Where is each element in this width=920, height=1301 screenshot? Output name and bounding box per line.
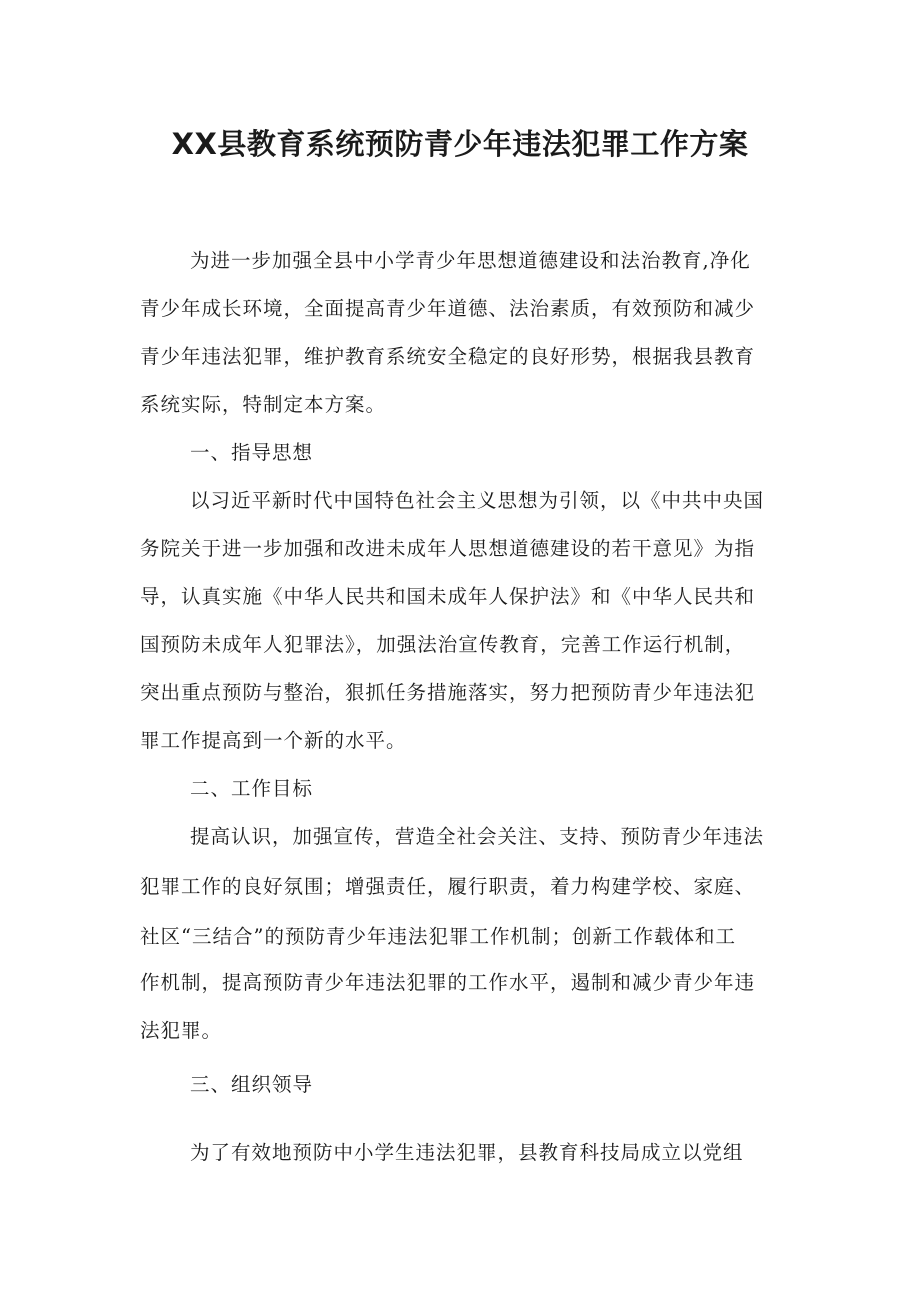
paragraph-line: 提高认识，加强宣传，营造全社会关注、支持、预防青少年违法 xyxy=(190,825,765,848)
paragraph-line: 为了有效地预防中小学生违法犯罪，县教育科技局成立以党组 xyxy=(190,1141,744,1164)
paragraph-line: 为进一步加强全县中小学青少年思想道德建设和法治教育,净化 xyxy=(190,249,751,272)
paragraph-line: 罪工作提高到一个新的水平。 xyxy=(140,729,407,752)
paragraph-line: 青少年成长环境，全面提高青少年道德、法治素质，有效预防和减少 xyxy=(140,297,756,320)
paragraph-line: 法犯罪。 xyxy=(140,1019,223,1042)
paragraph-line: 系统实际，特制定本方案。 xyxy=(140,393,387,416)
paragraph-line: 以习近平新时代中国特色社会主义思想为引领，以《中共中央国 xyxy=(190,489,765,512)
paragraph-line: 犯罪工作的良好氛围；增强责任，履行职责，着力构建学校、家庭、 xyxy=(140,875,756,898)
paragraph-line: 作机制，提高预防青少年违法犯罪的工作水平，遏制和减少青少年违 xyxy=(140,971,756,994)
paragraph-line: 社区“三结合”的预防青少年违法犯罪工作机制；创新工作载体和工 xyxy=(140,925,736,948)
section-heading: 三、组织领导 xyxy=(190,1073,314,1096)
paragraph-line: 青少年违法犯罪，维护教育系统安全稳定的良好形势，根据我县教育 xyxy=(140,345,756,368)
paragraph-line: 导，认真实施《中华人民共和国未成年人保护法》和《中华人民共和 xyxy=(140,585,756,608)
section-heading: 二、工作目标 xyxy=(190,777,314,800)
document-title: XX县教育系统预防青少年违法犯罪工作方案 xyxy=(171,127,749,161)
paragraph-line: 务院关于进一步加强和改进未成年人思想道德建设的若干意见》为指 xyxy=(140,537,756,560)
section-heading: 一、指导思想 xyxy=(190,441,314,464)
paragraph-line: 国预防未成年人犯罪法》，加强法治宣传教育，完善工作运行机制， xyxy=(140,633,746,656)
paragraph-line: 突出重点预防与整治，狠抓任务措施落实，努力把预防青少年违法犯 xyxy=(140,681,756,704)
